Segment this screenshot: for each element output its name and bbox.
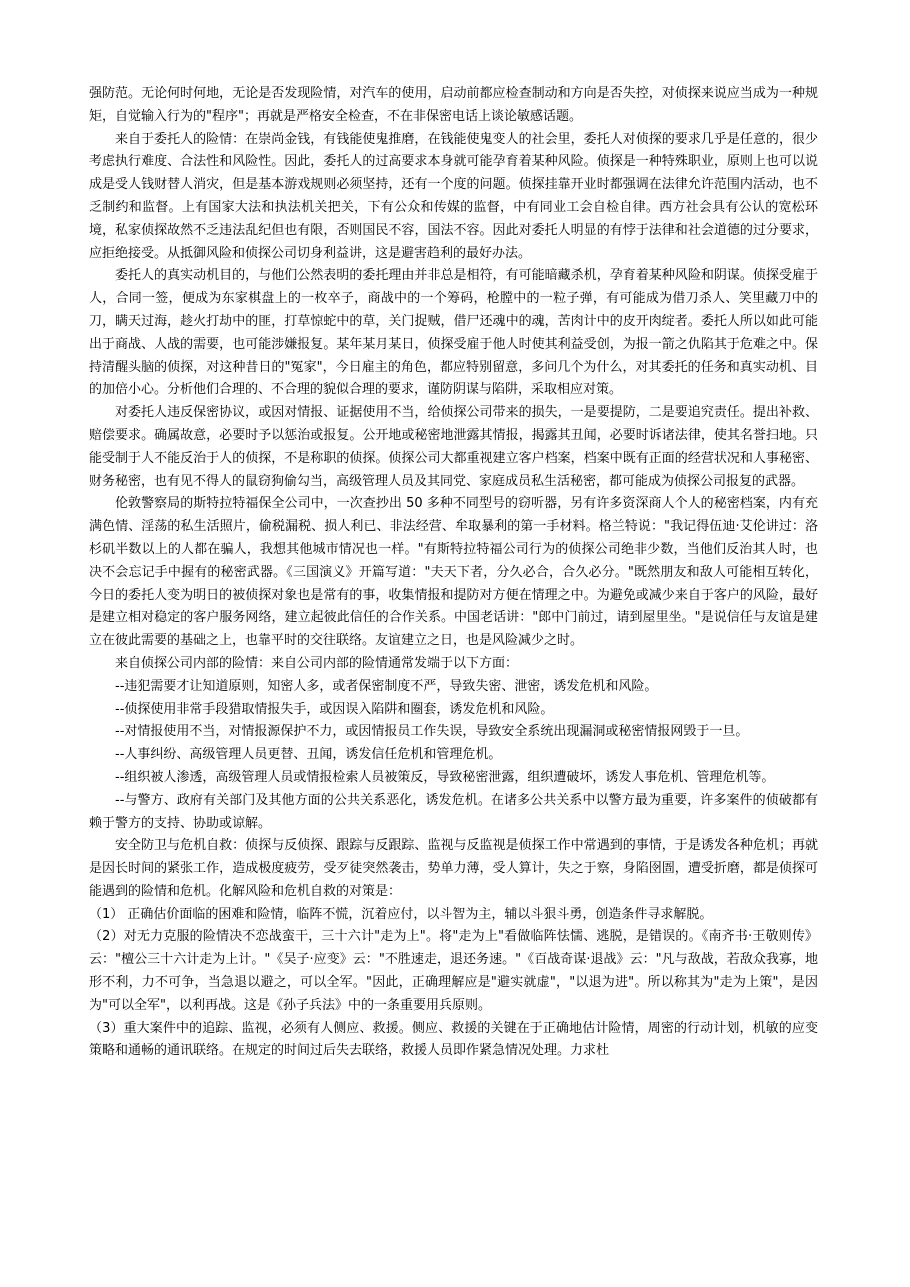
list-item-internal-risk: --违犯需要才让知道原则，知密人多，或者保密制度不严，导致失密、泄密，诱发危机和风险。: [115, 678, 658, 694]
list-item-internal-risk: --组织被人渗透，高级管理人员或情报检索人员被策反，导致秘密泄露，组织遭破坏，诱发人事危机、管理危机等。: [115, 769, 775, 785]
paragraph-internal-risk-heading: 来自侦探公司内部的险情：来自公司内部的险情通常发端于以下方面：: [115, 655, 519, 671]
numbered-item-3: （3）重大案件中的追踪、监视，必须有人侧应、救援。侧应、救援的关键在于正确地估计险情，周密的行动计划，机敏的应变策略和通畅的通讯联络。在规定的时间过后失去联络，救援人员即作紧急情况处理。力求杜: [89, 1020, 818, 1059]
paragraph-client-breach: 对委托人违反保密协议，或因对情报、证据使用不当，给侦探公司带来的损失，一是要提防，二是要追究责任。提出补救、赔偿要求。确属故意，必要时予以惩治或报复。公开地或秘密地泄露其情报，揭露其丑闻，必要时诉诸法律，使其名誉扫地。只能受制于人不能反治于人的侦探，不是称职的侦探。侦探公司大都重视建立客户档案，档案中既有正面的经营状况和人事秘密、财务秘密，也有见不得人的鼠窃狗偷勾当，高级管理人员及其同党、家庭成员私生活秘密，都可能成为侦探公司报复的武器。: [89, 405, 818, 489]
paragraph-self-rescue: 安全防卫与危机自救：侦探与反侦探、跟踪与反跟踪、监视与反监视是侦探工作中常遇到的事情，于是诱发各种危机；再就是因长时间的紧张工作，造成极度疲劳，受歹徒突然袭击，势单力薄，受人算计，失之于察，身陷囹圄，遭受折磨，都是侦探可能遇到的险情和危机。化解风险和危机自救的对策是：: [89, 838, 818, 899]
paragraph-london-police: 伦敦警察局的斯特拉特福保全公司中，一次查抄出 50 多种不同型号的窃听器，另有许多资深商人个人的秘密档案，内有充满色情、淫荡的私生活照片，偷税漏税、损人利已、非法经营、牟取暴利的第一手材料。格兰特说："我记得伍迪·艾伦讲过：洛杉矶半数以上的人都在骗人，我想其他城市情况也一样。"有斯特拉特福公司行为的侦探公司绝非少数，当他们反治其人时，也决不会忘记手中握有的秘密武器。《三国演义》开篇写道："夫天下者，分久必合，合久必分。"既然朋友和敌人可能相互转化，今日的委托人变为明日的被侦探对象也是常有的事，收集情报和提防对方便在情理之中。为避免或减少来自于客户的风险，最好是建立相对稳定的客户服务网络，建立起彼此信任的合作关系。中国老话讲："郎中门前过，请到屋里坐。"是说信任与友谊是建立在彼此需要的基础之上，也靠平时的交往联络。友谊建立之日，也是风险减少之时。: [89, 496, 818, 649]
numbered-item-2: （2）对无力克服的险情决不恋战蛮干，三十六计"走为上"。将"走为上"看做临阵怯懦、逃脱，是错误的。《南齐书·王敬则传》云："檀公三十六计走为上计。"《吴子·应变》云："不胜速走，退还务速。"《百战奇谋·退战》云："凡与敌战，若敌众我寡，地形不利，力不可争，当急退以避之，可以全军。"因此，正确理解应是"避实就虚"，"以退为进"。所以称其为"走为上策"，是因为"可以全军"，以利再战。这是《孙子兵法》中的一条重要用兵原则。: [89, 929, 818, 1013]
list-item-internal-risk: --与警方、政府有关部门及其他方面的公共关系恶化，诱发危机。在诸多公共关系中以警方最为重要，许多案件的侦破都有赖于警方的支持、协助或谅解。: [89, 792, 818, 831]
list-item-internal-risk: --对情报使用不当，对情报源保护不力，或因情报员工作失误，导致安全系统出现漏洞或秘密情报网毁于一旦。: [115, 724, 749, 740]
list-item-internal-risk: --人事纠纷、高级管理人员更替、丑闻，诱发信任危机和管理危机。: [115, 747, 502, 763]
paragraph-client-risk: 来自于委托人的险情：在崇尚金钱，有钱能使鬼推磨，在钱能使鬼变人的社会里，委托人对侦探的要求几乎是任意的，很少考虑执行难度、合法性和风险性。因此，委托人的过高要求本身就可能孕育着某种风险。侦探是一种特殊职业，原则上也可以说成是受人钱财替人消灾，但是基本游戏规则必须坚持，还有一个度的问题。侦探挂靠开业时都强调在法律允许范围内活动，也不乏制约和监督。上有国家大法和执法机关把关，下有公众和传媒的监督，中有同业工会自检自律。西方社会具有公认的宽松环境，私家侦探故然不乏违法乱纪但也有限，否则国民不容，国法不容。因此对委托人明显的有悖于法律和社会道德的过分要求，应拒绝接受。从抵御风险和侦探公司切身利益讲，这是避害趋利的最好办法。: [89, 131, 818, 261]
list-item-internal-risk: --侦探使用非常手段猎取情报失手，或因误入陷阱和圈套，诱发危机和风险。: [115, 701, 554, 717]
paragraph-opening-continuation: 强防范。无论何时何地，无论是否发现险情，对汽车的使用，启动前都应检查制动和方向是否失控，对侦探来说应当成为一种规矩，自觉输入行为的"程序"；再就是严格安全检查，不在非保密电话上谈论敏感话题。: [89, 86, 818, 124]
paragraph-client-motive: 委托人的真实动机目的，与他们公然表明的委托理由并非总是相符，有可能暗藏杀机，孕育着某种风险和阴谋。侦探受雇于人，合同一签，便成为东家棋盘上的一枚卒子，商战中的一个筹码，枪膛中的一粒子弹，有可能成为借刀杀人、笑里藏刀中的刀，瞒天过海，趁火打劫中的匪，打草惊蛇中的草，关门捉贼，借尸还魂中的魂，苦肉计中的皮开肉绽者。委托人所以如此可能出于商战、人战的需要，也可能涉嫌报复。某年某月某日，侦探受雇于他人时使其利益受创，为报一箭之仇陷其于危难之中。保持清醒头脑的侦探，对这种昔日的"冤家"，今日雇主的角色，都应特别留意，多问几个为什么，对其委托的任务和真实动机、目的加倍小心。分析他们合理的、不合理的貌似合理的要求，谨防阴谋与陷阱，采取相应对策。: [89, 268, 818, 398]
numbered-item-1: （1） 正确估价面临的困难和险情，临阵不慌，沉着应付，以斗智为主，辅以斗狠斗勇，创造条件寻求解脱。: [89, 906, 713, 922]
